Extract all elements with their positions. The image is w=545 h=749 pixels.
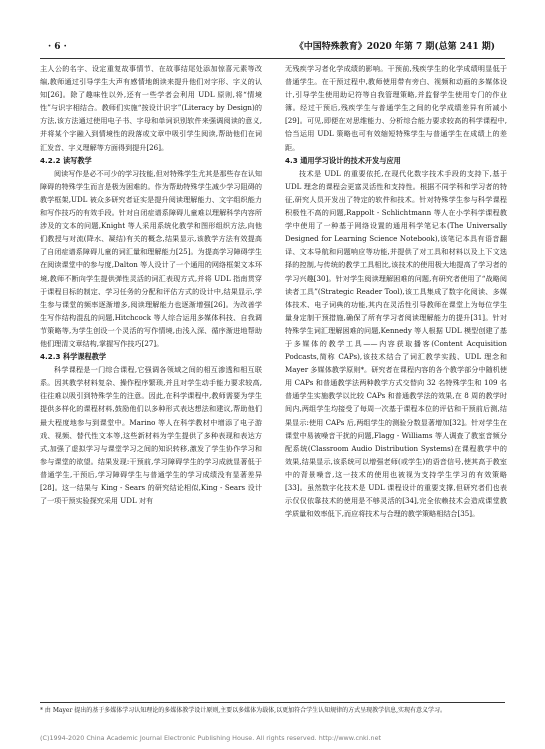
paragraph: 主人公的名字、设定重复故事情节、在故事结尾处添加惊喜元素等改编,教师通过引导学生大声有感情地朗读来提升他们对字形、字义的认知[26]。除了趣味性以外,还有一些学者会利用 UDL 原则,将“情境性”与识字相结合。教师们实施“按设计识字”(Literacy by Design)的方法,该方法通过使用电子书、字母和单词识别软件来强调阅读的意义,并将某个字融入到情境性的段落或文章中吸引学生阅读,帮助他们在词汇发音、字义理解等方面得到提升[26]。	[40, 64, 262, 152]
journal-title: 《中国特殊教育》2020 年第 7 期(总第 241 期)	[294, 42, 495, 52]
left-column	[40, 62, 262, 712]
section-heading: 4.3 通用学习设计的技术开发与应用	[285, 155, 401, 165]
running-header	[40, 40, 505, 54]
paragraph: 科学课程是一门综合课程,它强调各领域之间的相互渗透和相互联系。因其教学材料复杂、操作程序繁琐,并且对学生动手能力要求较高,往往难以吸引到特殊学生的注意。因此,在科学课程中,教师需要为学生提供多样化的课程材料,鼓励他们以多种形式表达想法和建议,帮助他们最大程度地参与到课堂中。Marino 等人在科学教材中增添了电子游戏、视频、替代性文本等,这些新材料为学生提供了多种表现和表达方式,加强了虚拟学习与课堂学习之间的知识转移,激发了学生协作学习和参与课堂的欲望。结果发现:干预前,学习障碍学生的学习成就显著低于普通学生,干预后,学习障碍学生与普通学生的学习成绩没有显著差异[28]。这一结果与 King - Sears 的研究结论相似,King - Sears 设计了一项干预实验探究采用 UDL 对有	[40, 365, 262, 506]
header-rule	[40, 58, 505, 59]
right-column	[285, 62, 507, 712]
paragraph: 无残疾学习者化学成绩的影响。干预前,残疾学生的化学成绩明显低于普通学生。在干预过程中,教师使用带有旁白、视频和动画的多媒体设计,引导学生使用助记符等自我管理策略,并监督学生使用专门的作业簿。经过干预后,残疾学生与普通学生之间的化学成绩差异有所减小[29]。可见,即便在对思维能力、分析综合能力要求较高的科学课程中,恰当运用 UDL 策略也可有效缩短特殊学生与普通学生在成绩上的差距。	[285, 64, 507, 152]
section-heading: 4.2.2 读写教学	[40, 155, 92, 165]
footnote: * 由 Mayer 提出的基于多媒体学习认知理论的多媒体教学设计原则,主要以多媒体为载体,以更加符合学生认知规律的方式呈现教学信息,实现有意义学习。	[40, 702, 505, 715]
paragraph: 阅读写作是必不可少的学习技能,但对特殊学生尤其是那些存在认知障碍的特殊学生而言是极为困难的。作为帮助特殊学生减少学习阻碍的教学框架,UDL 被众多研究者证实是提升阅读理解能力、文字组织能力和写作技巧的有效手段。针对自闭症谱系障碍儿童难以理解科学内容所涉及的文本的问题,Knight 等人采用系统化教学和图形组织方法,向他们教授与对流(降水、凝结)有关的概念,结果显示,该教学方法有效提高了自闭症谱系障碍儿童的词汇量和理解能力[25]。为提高学习障碍学生在阅读课堂中的参与度,Dalton 等人设计了一个通用的网络框架文本环境,教师不断向学生提供弹性灵活的词汇表现方式,并将 UDL 指南贯穿于课程目标的制定、学习任务的分配和评估方式的设计中,结果显示,学生参与课堂的频率逐渐增多,阅读理解能力也逐渐增强[26]。为改善学生写作结构混乱的问题,Hitchcock 等人综合运用多媒体科技、自我调节策略等,为学生创设一个灵活的写作情境,由浅入深、循序渐进地帮助他们理清文章结构,掌握写作技巧[27]。	[40, 168, 262, 348]
paragraph: 技术是 UDL 的重要依托,在现代化数字技术手段的支持下,基于 UDL 理念的课程会更富灵活性和支持性。根据不同学科和学习者的特征,研究人员开发出了特定的软件和技术。针对特殊学生参与科学课程积极性不高的问题,Rappolt - Schlichtmann 等人在小学科学课程教学中使用了一种基于网络设置的通用科学笔记本(The Universally Designed for Learning Science Notebook),该笔记本具有语音翻译、文本导航和问题响应等功能,并提供了对工具和材料以及上下文选择的控制,与传统的教学工具相比,该技术的使用极大地提高了学习者的学习兴趣[30]。针对学生阅读理解困难的问题,有研究者使用了“战略阅读者工具”(Strategic Reader Tool),该工具集成了数字化阅读、多媒体技术、电子词典的功能,其内在灵活性引导教师在课堂上为每位学生量身定制干预措施,确保了所有学习者阅读理解能力的提升[31]。针对特殊学生词汇理解困难的问题,Kennedy 等人根据 UDL 模型创建了基于多媒体的教学工具——内容获取播客(Content Acquisition Podcasts,简称 CAPs),该技术结合了词汇教学实践、UDL 理念和 Mayer 多媒体教学原则*。研究者在课程内容的各个教学部分中随机使用 CAPs 和普通教学法两种教学方式交替向 32 名特殊学生和 109 名普通学生实施教学以比较 CAPs 和普通教学法的效果,在 8 周的教学时间内,两组学生均接受了每周一次基于课程本位的评估和干预前后测,结果显示:使用 CAPs 后,两组学生的测验分数显著增加[32]。针对学生在课堂中易被噪音干扰的问题,Flagg - Williams 等人调查了教室音频分配系统(Classroom Audio Distribution Systems)在课程教学中的效果,结果显示,该系统可以增强老师(或学生)的语音信号,使其高于教室中的背景噪音,这一技术的使用也被视为支持学生学习的有效策略[33]。虽然数字化技术是 UDL 课程设计的重要支撑,但研究者们也表示仅仅依靠技术的使用是不够灵活的[34],完全依赖技术会造成课堂教学质量和效率低下,而应将技术与合理的教学策略相结合[35]。	[285, 168, 507, 519]
page-number: · 6 ·	[48, 42, 67, 52]
section-heading: 4.2.3 科学课程教学	[40, 352, 107, 362]
copyright-footer: (C)1994-2020 China Academic Journal Electronic Publishing House. All rights reserved. http://www.cnki.net	[40, 734, 382, 742]
